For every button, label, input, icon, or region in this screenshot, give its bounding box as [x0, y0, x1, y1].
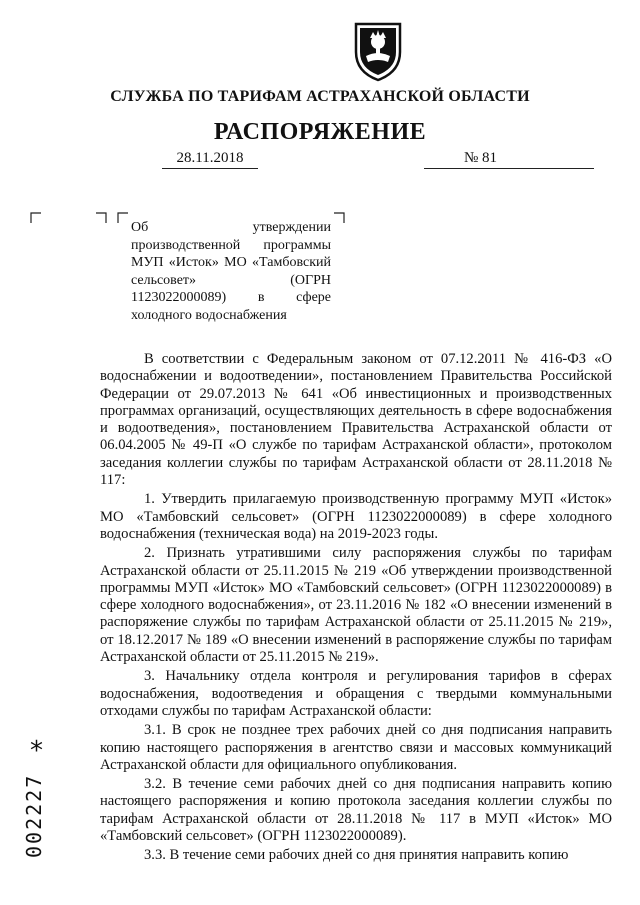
document-type-title: РАСПОРЯЖЕНИЕ — [213, 119, 427, 145]
corner-bracket-left — [30, 212, 42, 224]
clause-3-1: 3.1. В срок не позднее трех рабочих дней со дня подписания направить копию настоящего распоряжения в агентство связи и массовых коммуникаций Астраханской области для официального опубликования. — [100, 722, 612, 773]
document-subject: Об утверждении производственной программы МУП «Исток» МО «Тамбовский сельсовет» (ОГРН 1123022000089) в сфере холодного водоснабжения — [131, 220, 331, 323]
margin-serial-stamp — [14, 770, 54, 860]
coat-of-arms-emblem — [350, 18, 406, 82]
clause-1: 1. Утвердить прилагаемую производственную программу МУП «Исток» МО «Тамбовский сельсовет» (ОГРН 1123022000089) в сфере холодного водоснабжения (техническая вода) на 2019-2023 годы. — [100, 491, 612, 542]
corner-bracket-mid-right — [95, 212, 107, 224]
margin-asterisk: * — [30, 736, 43, 766]
corner-bracket-subject-right — [333, 212, 345, 224]
serial-number: 002227 — [22, 773, 46, 858]
clause-3-3: 3.3. В течение семи рабочих дней со дня принятия направить копию — [144, 847, 569, 864]
clause-3-2: 3.2. В течение семи рабочих дней со дня подписания направить копию настоящего распоряжения и копию протокола заседания коллегии службы по тарифам Астраханской области от 28.11.2018 № 117 в МУП «Исток» МО «Тамбовский сельсовет» (ОГРН 1123022000089). — [100, 776, 612, 845]
document-number: № 81 — [464, 150, 498, 166]
document-date: 28.11.2018 — [162, 150, 258, 169]
clause-2: 2. Признать утратившими силу распоряжения службы по тарифам Астраханской области от 25.11.2015 № 219 «Об утверждении производственной программы МУП «Исток» МО «Тамбовский сельсовет» (ОГРН 1123022000089) в сфере холодного водоснабжения», от 23.11.2016 № 182 «О внесении изменений в распоряжение службы по тарифам Астраханской области от 25.11.2015 № 219», от 18.12.2017 № 189 «О внесении изменений в распоряжение службы по тарифам Астраханской области от 25.11.2015 № 219». — [100, 545, 612, 666]
document-body — [100, 351, 612, 867]
corner-bracket-subject-left — [117, 212, 129, 224]
document-number-field — [424, 150, 594, 169]
clause-3: 3. Начальнику отдела контроля и регулирования тарифов в сферах водоснабжения, водоотведения и обращения с твердыми коммунальными отходами службы по тарифам Астраханской области: — [100, 668, 612, 719]
organization-title: СЛУЖБА ПО ТАРИФАМ АСТРАХАНСКОЙ ОБЛАСТИ — [110, 88, 530, 105]
preamble-paragraph: В соответствии с Федеральным законом от 07.12.2011 № 416-ФЗ «О водоснабжении и водоотведении», постановлением Правительства Российской Федерации от 29.07.2013 № 641 «Об инвестиционных и производственных программах организаций, осуществляющих деятельность в сфере водоснабжения и водоотведения», постановлением Правительства Астраханской области от 06.04.2005 № 49-П «О службе по тарифам Астраханской области», протоколом заседания коллегии службы по тарифам Астраханской области от 28.11.2018 № 117: — [100, 351, 612, 489]
